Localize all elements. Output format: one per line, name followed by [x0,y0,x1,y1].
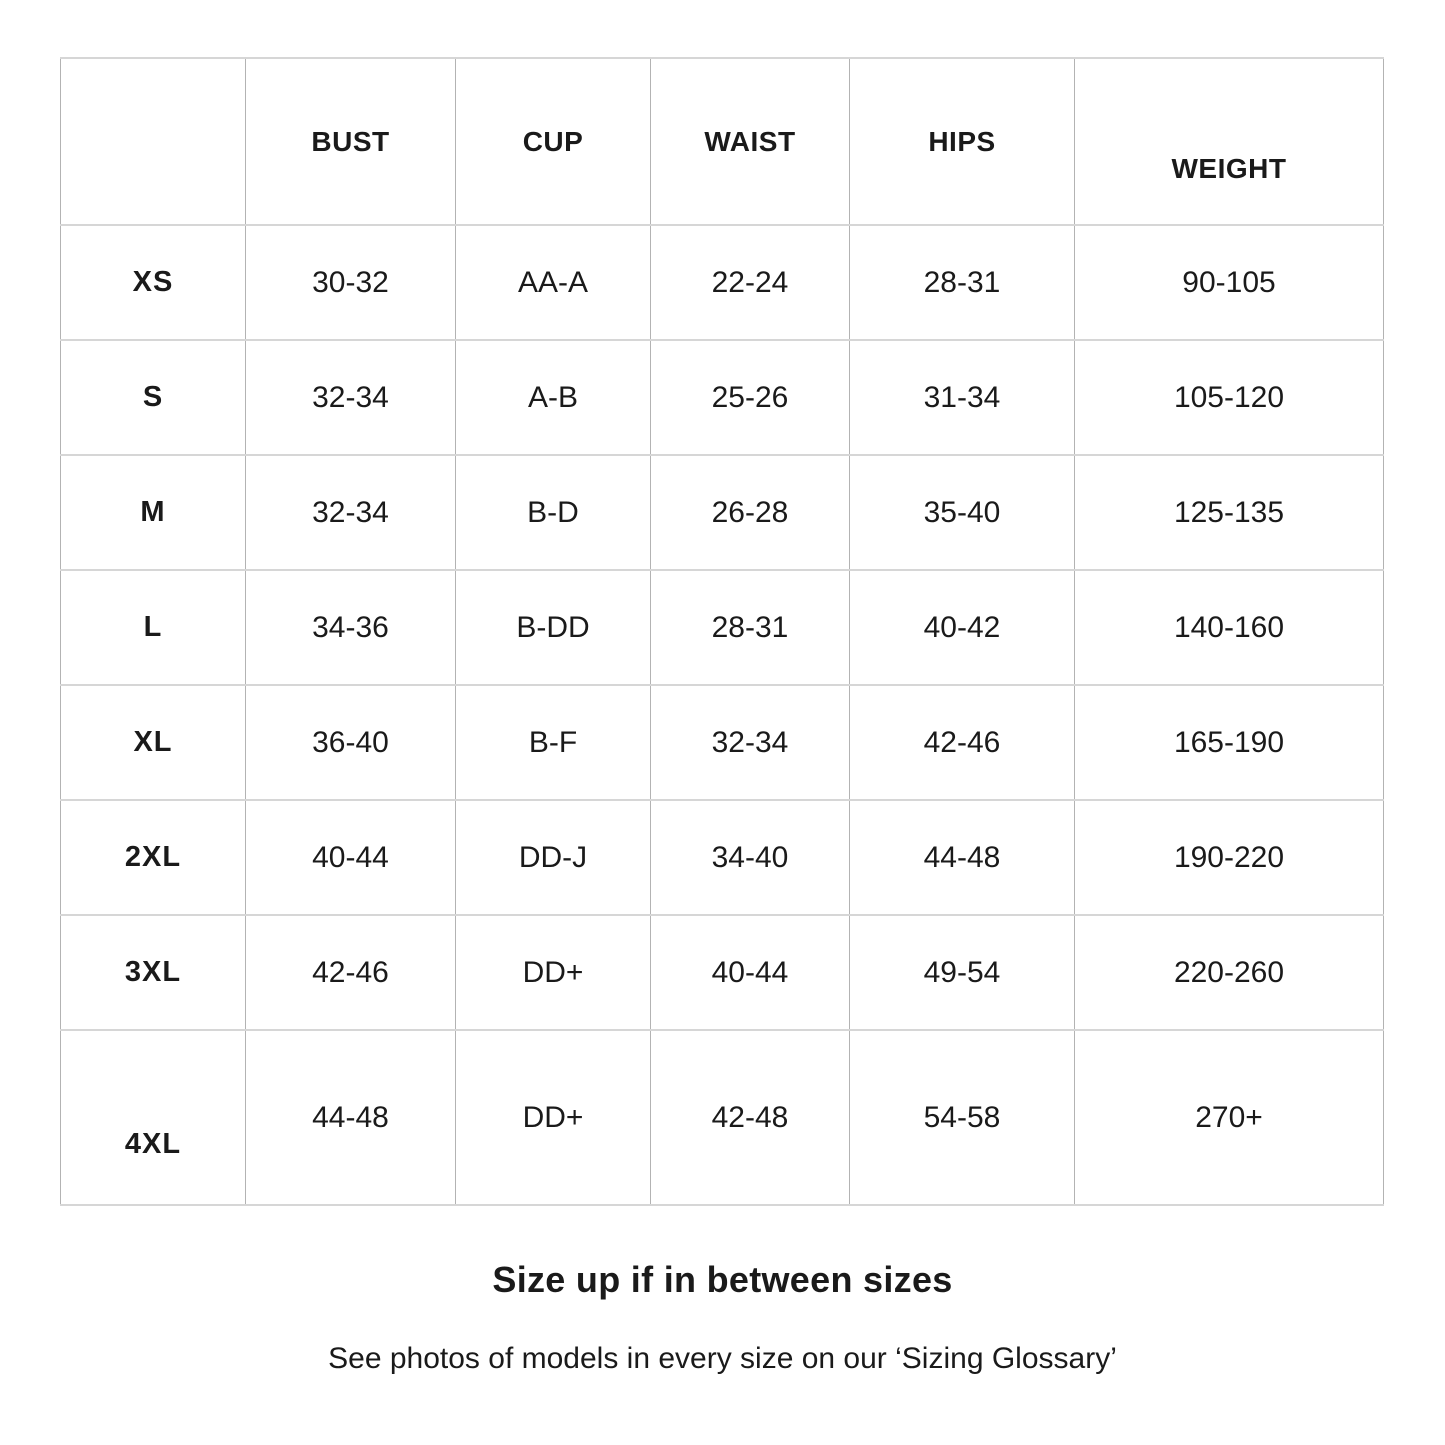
table-row-xl [61,685,1384,800]
cup-cell: B-DD [456,570,651,685]
cup-cell: B-F [456,685,651,800]
size-label-cell [61,800,246,915]
size-label: 3XL [124,956,182,988]
table-row-2xl [61,800,1384,915]
size-label-cell [61,455,246,570]
hips-cell: 31-34 [850,340,1075,455]
col-header-bust-label: BUST [311,125,390,157]
bust-cell: 42-46 [246,915,456,1030]
hips-cell: 28-31 [850,225,1075,340]
table-row-4xl [61,1030,1384,1205]
weight-cell: 90-105 [1075,225,1384,340]
bust-cell: 40-44 [246,800,456,915]
sizing-glossary-note: See photos of models in every size on our ‘Sizing Glossary’ [328,1342,1117,1375]
bust-cell: 36-40 [246,685,456,800]
waist-cell: 25-26 [651,340,850,455]
size-label-cell [61,340,246,455]
size-label: XS [132,266,174,298]
hips-cell: 49-54 [850,915,1075,1030]
weight-cell: 105-120 [1075,340,1384,455]
col-header-cup [456,58,651,225]
col-header-weight [1075,58,1384,225]
bust-cell: 32-34 [246,340,456,455]
corner-cell [61,58,246,225]
bust-cell: 44-48 [246,1030,456,1205]
header-row [61,58,1384,225]
hips-cell: 40-42 [850,570,1075,685]
bust-cell: 32-34 [246,455,456,570]
bust-cell: 30-32 [246,225,456,340]
size-label-cell [61,915,246,1030]
size-label-cell [61,225,246,340]
size-label-cell [61,1030,246,1205]
size-label: S [142,381,164,413]
cup-cell: AA-A [456,225,651,340]
weight-cell: 165-190 [1075,685,1384,800]
col-header-hips-label: HIPS [928,125,996,157]
cup-cell: B-D [456,455,651,570]
weight-cell: 190-220 [1075,800,1384,915]
col-header-waist-label: WAIST [704,125,796,157]
size-label-cell [61,570,246,685]
weight-cell: 220-260 [1075,915,1384,1030]
col-header-weight-label: WEIGHT [1171,152,1287,184]
cup-cell: DD+ [456,1030,651,1205]
size-label: L [143,611,163,643]
weight-cell: 140-160 [1075,570,1384,685]
bust-cell: 34-36 [246,570,456,685]
size-label: M [140,496,166,528]
size-up-note: Size up if in between sizes [492,1259,953,1300]
col-header-waist [651,58,850,225]
col-header-cup-label: CUP [522,125,584,157]
footer [0,1204,1445,1376]
waist-cell: 34-40 [651,800,850,915]
weight-cell: 270+ [1075,1030,1384,1205]
size-label: 4XL [124,1128,182,1160]
waist-cell: 22-24 [651,225,850,340]
waist-cell: 26-28 [651,455,850,570]
size-label: XL [133,726,173,758]
waist-cell: 28-31 [651,570,850,685]
table-header [61,58,1384,225]
col-header-hips [850,58,1075,225]
size-label-cell [61,685,246,800]
hips-cell: 44-48 [850,800,1075,915]
cup-cell: DD+ [456,915,651,1030]
table-row-m [61,455,1384,570]
waist-cell: 40-44 [651,915,850,1030]
hips-cell: 54-58 [850,1030,1075,1205]
table-row-s [61,340,1384,455]
table-row-l [61,570,1384,685]
table-row-3xl [61,915,1384,1030]
cup-cell: A-B [456,340,651,455]
size-chart-table [60,57,1384,1206]
waist-cell: 32-34 [651,685,850,800]
hips-cell: 42-46 [850,685,1075,800]
table-body [61,225,1384,1205]
size-label: 2XL [124,841,182,873]
table-row-xs [61,225,1384,340]
col-header-bust [246,58,456,225]
weight-cell: 125-135 [1075,455,1384,570]
hips-cell: 35-40 [850,455,1075,570]
cup-cell: DD-J [456,800,651,915]
waist-cell: 42-48 [651,1030,850,1205]
